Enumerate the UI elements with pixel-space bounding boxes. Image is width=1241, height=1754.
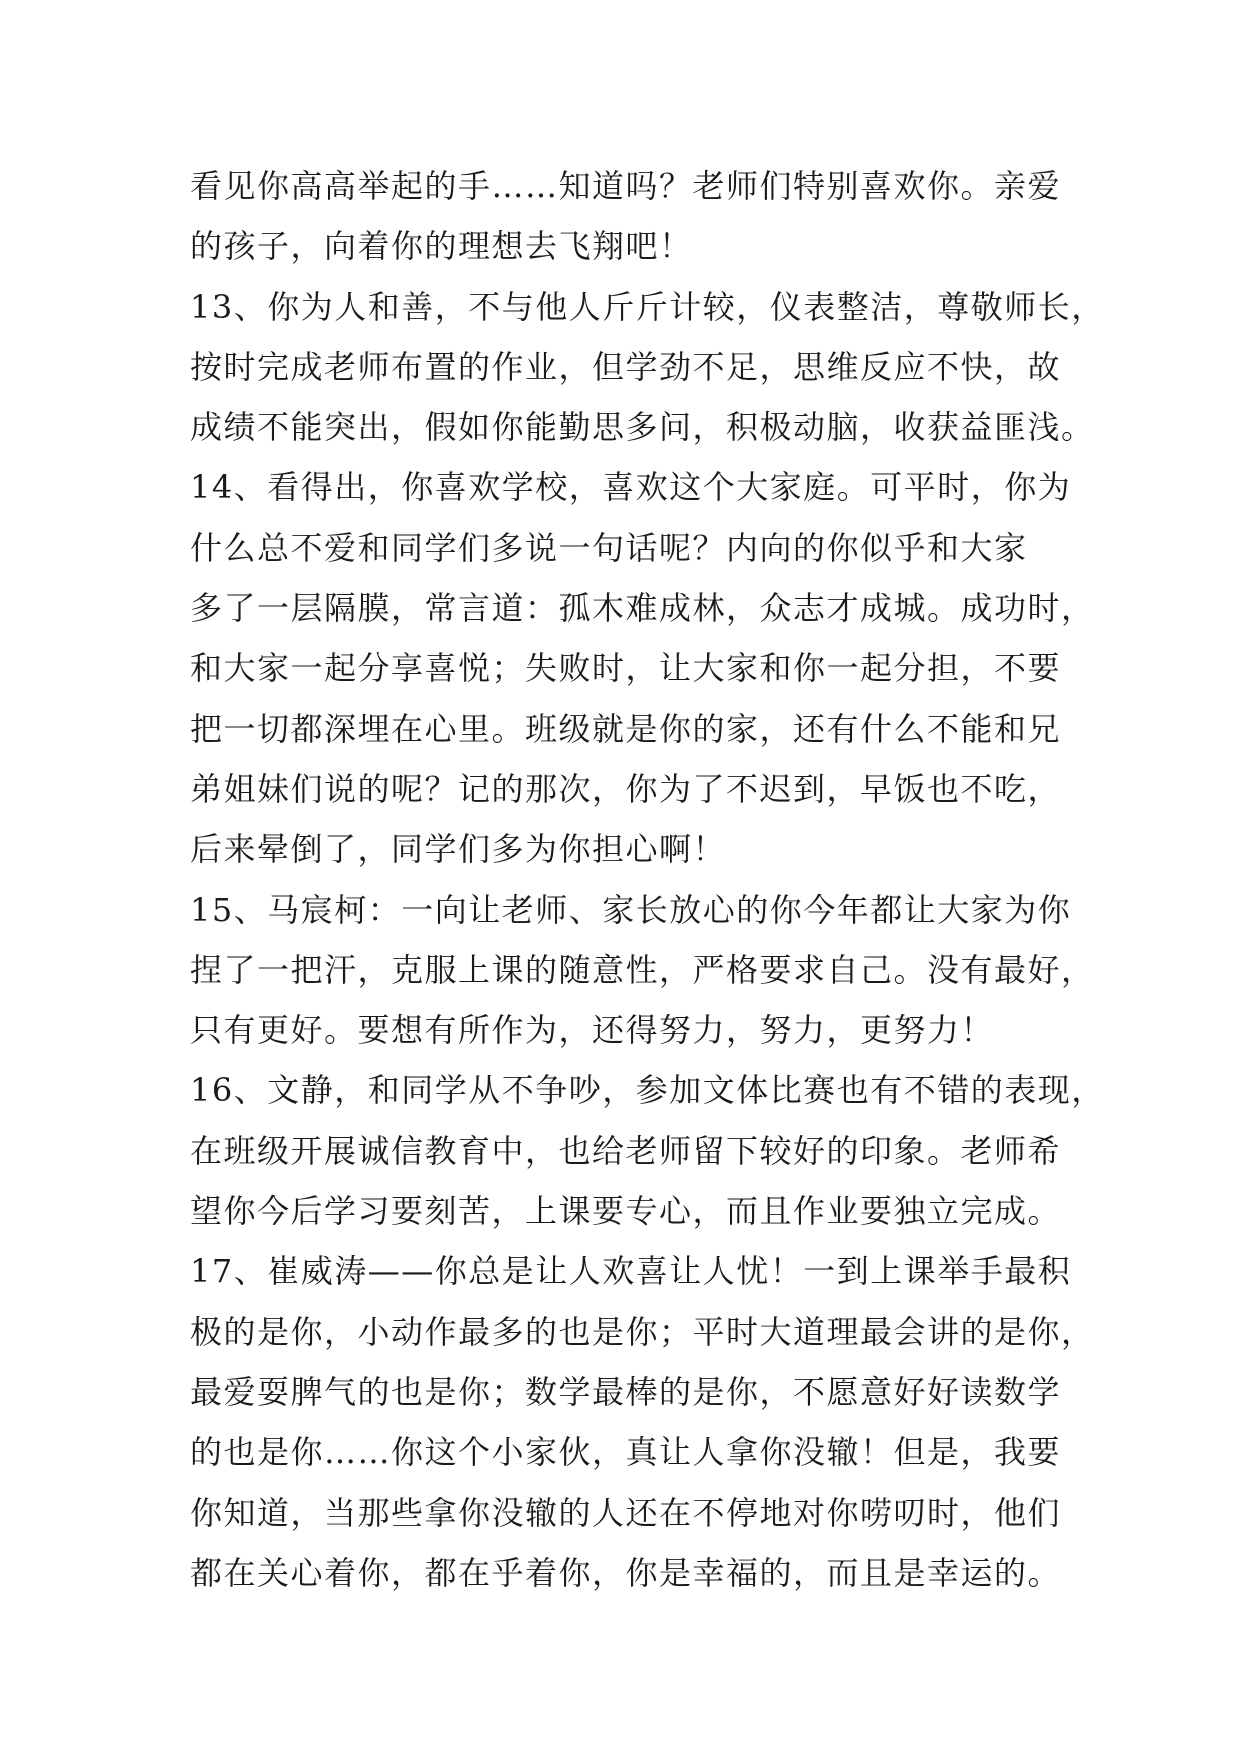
- text-line: 弟姐妹们说的呢？记的那次，你为了不迟到，早饭也不吃，: [190, 769, 1062, 808]
- text-line: 16、文静，和同学从不争吵，参加文体比赛也有不错的表现，: [190, 1071, 1105, 1110]
- text-line: 的也是你……你这个小家伙，真让人拿你没辙！但是，我要: [190, 1433, 1062, 1472]
- text-line: 13、你为人和善，不与他人斤斤计较，仪表整洁，尊敬师长，: [190, 287, 1105, 326]
- text-line: 后来晕倒了，同学们多为你担心啊！: [190, 830, 727, 869]
- text-line: 只有更好。要想有所作为，还得努力，努力，更努力！: [190, 1011, 995, 1050]
- text-line: 17、崔威涛——你总是让人欢喜让人忧！一到上课举手最积: [190, 1252, 1072, 1291]
- text-line: 把一切都深埋在心里。班级就是你的家，还有什么不能和兄: [190, 709, 1062, 748]
- text-line: 你知道，当那些拿你没辙的人还在不停地对你唠叨时，他们: [190, 1493, 1062, 1532]
- text-line: 极的是你，小动作最多的也是你；平时大道理最会讲的是你，: [190, 1312, 1095, 1351]
- text-line: 捏了一把汗，克服上课的随意性，严格要求自己。没有最好，: [190, 950, 1095, 989]
- text-line: 看见你高高举起的手……知道吗？老师们特别喜欢你。亲爱: [190, 167, 1062, 205]
- text-line: 成绩不能突出，假如你能勤思多问，积极动脑，收获益匪浅。: [190, 408, 1095, 447]
- text-line: 按时完成老师布置的作业，但学劲不足，思维反应不快，故: [190, 347, 1062, 386]
- text-line: 都在关心着你，都在乎着你，你是幸福的，而且是幸运的。: [190, 1553, 1062, 1592]
- text-line: 什么总不爱和同学们多说一句话呢？内向的你似乎和大家: [190, 528, 1028, 567]
- text-line: 在班级开展诚信教育中，也给老师留下较好的印象。老师希: [190, 1131, 1062, 1170]
- text-line: 的孩子，向着你的理想去飞翔吧！: [190, 227, 693, 266]
- text-line: 最爱耍脾气的也是你；数学最棒的是你，不愿意好好读数学: [190, 1372, 1062, 1411]
- text-line: 望你今后学习要刻苦，上课要专心，而且作业要独立完成。: [190, 1192, 1062, 1231]
- text-line: 和大家一起分享喜悦；失败时，让大家和你一起分担，不要: [190, 649, 1062, 688]
- text-line: 14、看得出，你喜欢学校，喜欢这个大家庭。可平时，你为: [190, 468, 1072, 507]
- text-line: 多了一层隔膜，常言道：孤木难成林，众志才成城。成功时，: [190, 589, 1095, 628]
- text-line: 15、马宸柯：一向让老师、家长放心的你今年都让大家为你: [190, 890, 1072, 929]
- body-text: [190, 156, 1105, 1603]
